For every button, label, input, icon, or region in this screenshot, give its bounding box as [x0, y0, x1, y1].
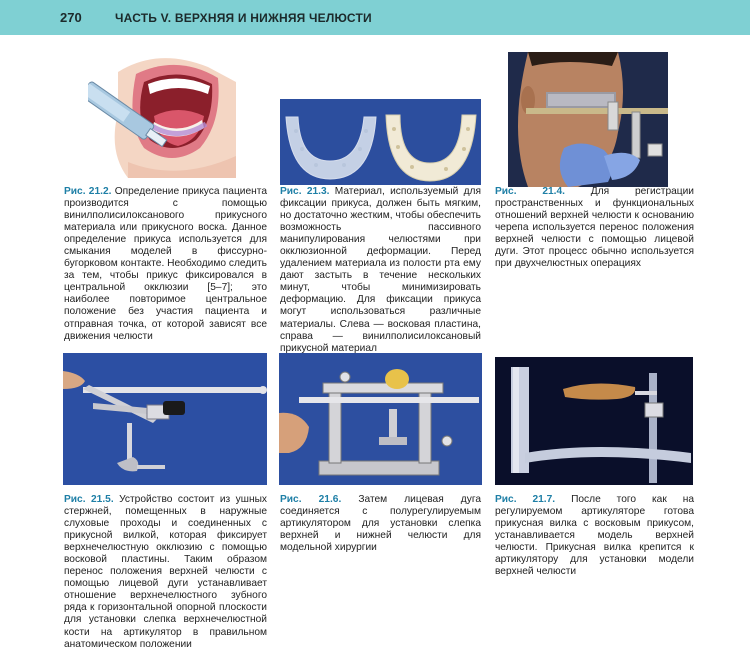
figure-21-5-image	[63, 353, 267, 485]
figure-21-6-image	[279, 353, 482, 485]
figure-21-7-caption	[495, 494, 694, 578]
figure-21-4-text: Для регистрации пространственных и функциональных отношений верхней челюсти к основанию черепа используется перенос положения верхней челюсти с помощью лицевой дуги. Этот процесс обычно используется при двухчелюстных операциях	[495, 186, 694, 270]
figure-21-3-label: Рис. 21.3.	[280, 186, 330, 197]
figure-21-3-caption	[280, 186, 481, 355]
figure-21-4-image	[508, 52, 668, 187]
figure-21-6-label: Рис. 21.6.	[280, 494, 342, 505]
figure-21-6-caption	[280, 494, 481, 554]
figure-21-7-image	[495, 353, 693, 485]
figure-21-2-caption	[64, 186, 267, 343]
figure-21-7-text: После того как на регулируемом артикуляторе готова прикусная вилка с восковым прикусом, устанавливается модель верхней челюсти. Прикусная вилка крепится к артикулятору для установки модели верхней челюсти	[495, 494, 694, 578]
figure-21-3-image	[280, 99, 481, 185]
figure-21-5-label: Рис. 21.5.	[64, 494, 114, 505]
figure-21-2-text: Определение прикуса пациента производится с помощью винилполисилоксанового прикусного материала или прикусного воска. Данное определение прикуса используется для смыкания моделей в фиссурно-бугорковом контакте. Необходимо следить за тем, чтобы прикус фиксировался в центральной окклюзии [5–7]; это наиболее повторимое центральное положение без участия пациента и отправная точка, от которой зависят все движения челюсти	[64, 186, 267, 342]
figure-21-7-label: Рис. 21.7.	[495, 494, 556, 505]
figure-21-4-label: Рис. 21.4.	[495, 186, 565, 197]
running-head-title: ЧАСТЬ V. ВЕРХНЯЯ И НИЖНЯЯ ЧЕЛЮСТИ	[115, 10, 372, 25]
figure-21-3-text: Материал, используемый для фиксации прикуса, должен быть мягким, но достаточно жестким, чтобы обеспечить возможность пассивного манипулирования челюстями при окклюзионной деформации. Перед удалением материала из полости рта ему дают застыть в течение нескольких минут, чтобы минимизировать деформацию. Для фиксации прикуса могут использоваться различные материалы. Слева — восковая пластина, справа — винилполисилоксановый прикусной материал	[280, 186, 481, 354]
figure-21-2-label: Рис. 21.2.	[64, 186, 112, 197]
figure-21-4-caption	[495, 186, 694, 270]
figure-21-5-text: Устройство состоит из ушных стержней, помещенных в наружные слуховые проходы и соединенных с прикусной вилкой, которая фиксирует верхнечелюстную окклюзию с помощью восковой пластины. Таким образом перенос положения верхней челюсти с помощью лицевой дуги устанавливает отношение верхнечелюстного зубного ряда к горизонтальной опорной плоскости для установки слепка верхнечелюстной кости на артикулятор в правильном анатомическом положении	[64, 494, 267, 650]
running-header	[0, 0, 750, 35]
figure-21-6-text: Затем лицевая дуга соединяется с полурегулируемым артикулятором для установки слепка верхней и нижней челюсти для модельной хирургии	[280, 494, 481, 554]
page-number: 270	[60, 10, 82, 25]
figure-21-5-caption	[64, 494, 267, 651]
figure-21-2-image	[88, 52, 236, 178]
